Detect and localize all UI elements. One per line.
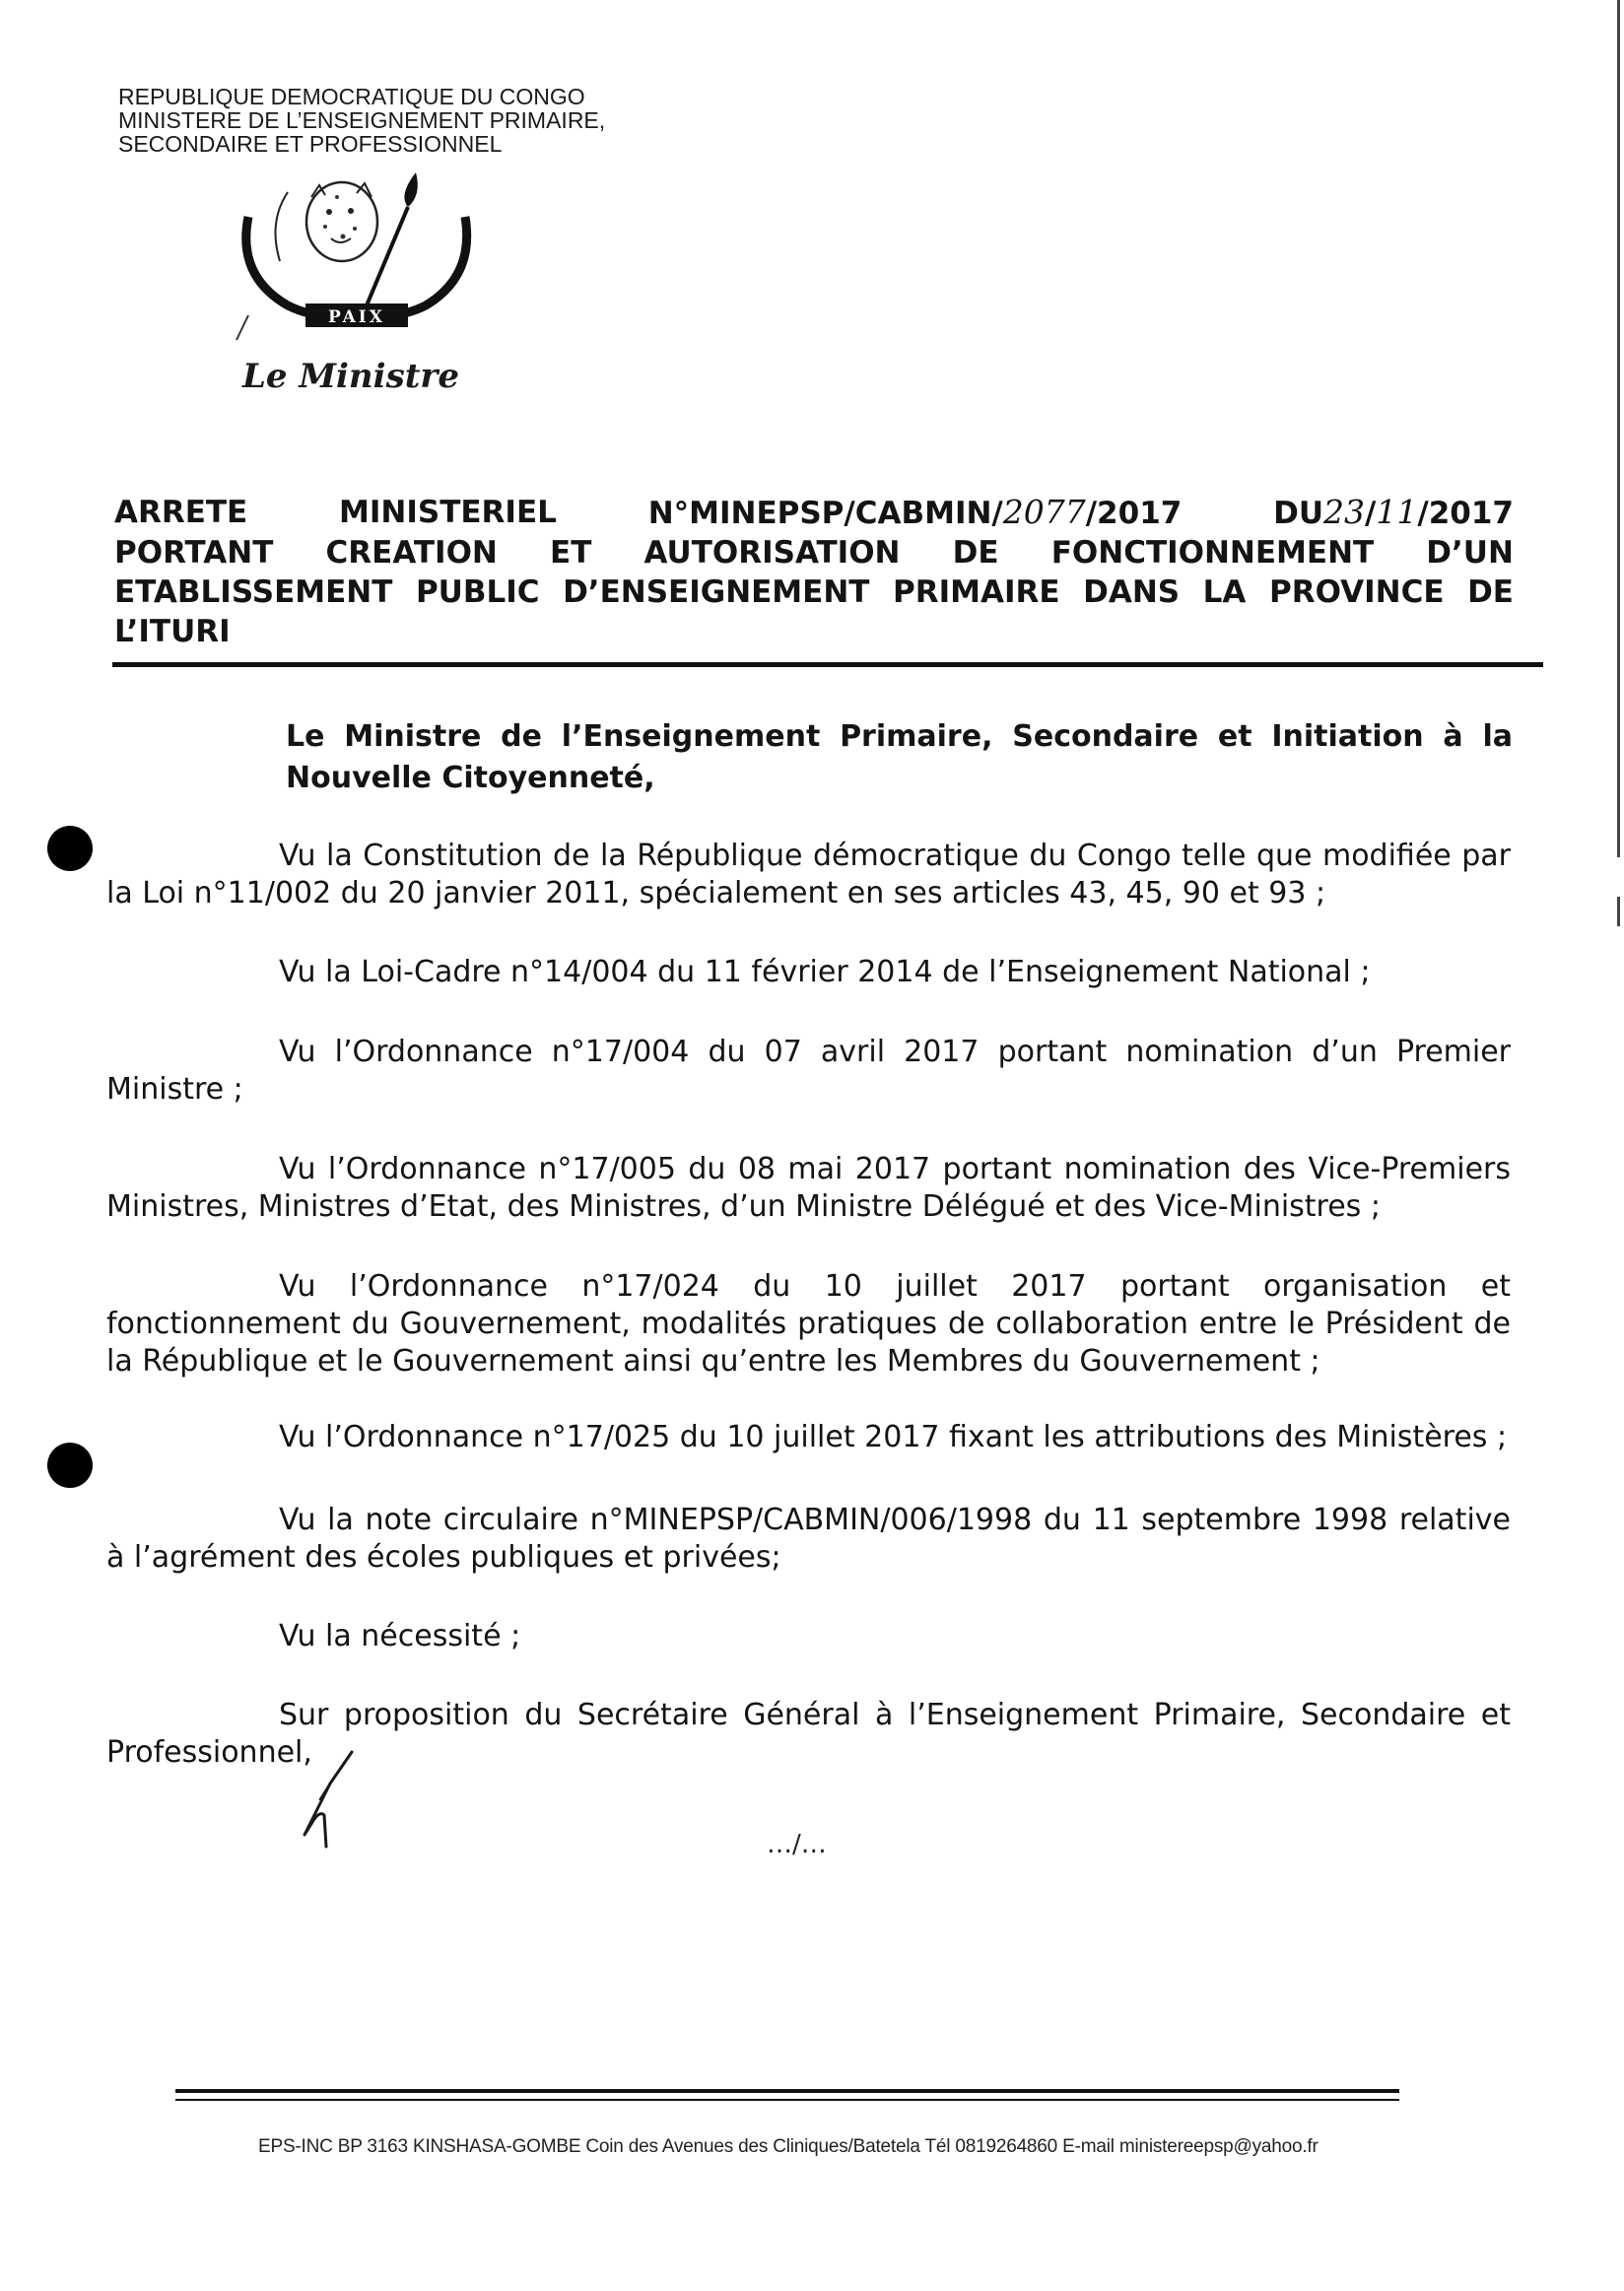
title-word: AUTORISATION — [643, 535, 901, 571]
title-line-4 — [114, 612, 1514, 651]
title-divider — [112, 662, 1543, 667]
decree-date: DU23/11/2017 — [1273, 493, 1514, 531]
footer-divider-thick — [175, 2089, 1399, 2093]
handwritten-initials — [291, 1744, 379, 1853]
consideration-ordonnance-17-025: Vu l’Ordonnance n°17/025 du 10 juillet 2017 fixant les attributions des Ministères ; — [279, 1420, 1508, 1454]
title-word: ET — [550, 535, 592, 571]
coat-of-arms-emblem — [229, 168, 495, 350]
minister-signature-title: Le Ministre — [242, 357, 459, 396]
title-line-1 — [114, 493, 1514, 533]
title-word: PRIMAIRE — [893, 574, 1060, 610]
consideration-constitution: Vu la Constitution de la République démocratique du Congo telle que modifiée par la Loi n°11/002 du 20 janvier 2011, spécialement en ses articles 43, 45, 90 et 93 ; — [106, 839, 1511, 910]
title-word: D’UN — [1426, 535, 1514, 571]
consideration-proposition: Sur proposition du Secrétaire Général à l’Enseignement Primaire, Secondaire et Professionnel, — [106, 1698, 1511, 1770]
title-word: PROVINCE — [1268, 574, 1445, 610]
title-word: PORTANT — [114, 535, 274, 571]
title-word: ETABLISSEMENT — [114, 574, 393, 610]
consideration-ordonnance-17-005: Vu l’Ordonnance n°17/005 du 08 mai 2017 portant nomination des Vice-Premiers Ministres, Ministres d’Etat, des Ministres, d’un Ministre Délégué et des Vice-Ministres ; — [106, 1152, 1511, 1224]
consideration-ordonnance-17-004: Vu l’Ordonnance n°17/004 du 07 avril 2017 portant nomination d’un Premier Ministre ; — [106, 1035, 1511, 1107]
title-word: CREATION — [325, 535, 498, 571]
minister-intro: Le Ministre de l’Enseignement Primaire, Secondaire et Initiation à la Nouvelle Citoyenneté, — [286, 719, 1513, 795]
emblem-motto: PAIX — [328, 307, 385, 327]
title-word: D’ENSEIGNEMENT — [563, 574, 870, 610]
title-word: PUBLIC — [415, 574, 540, 610]
title-word: MINISTERIEL — [339, 495, 557, 530]
letterhead-ministry-line1: MINISTERE DE L’ENSEIGNEMENT PRIMAIRE, — [118, 107, 606, 133]
scan-edge-mark — [1617, 0, 1620, 857]
decree-number: N°MINEPSP/CABMIN/2077/2017 — [647, 493, 1183, 531]
letterhead-country: REPUBLIQUE DEMOCRATIQUE DU CONGO — [118, 84, 585, 109]
title-word: DE — [952, 535, 999, 571]
consideration-loi-cadre: Vu la Loi-Cadre n°14/004 du 11 février 2014 de l’Enseignement National ; — [279, 955, 1371, 989]
footer-divider-thin — [175, 2099, 1399, 2101]
title-word: DE — [1467, 574, 1514, 610]
title-word: L’ITURI — [114, 614, 231, 649]
handwritten-day: 23 — [1323, 493, 1366, 531]
title-line-3 — [114, 573, 1514, 612]
decree-title — [114, 493, 1514, 651]
consideration-ordonnance-17-024: Vu l’Ordonnance n°17/024 du 10 juillet 2017 portant organisation et fonctionnement du Gouvernement, modalités pratiques de collaboration entre le Président de la République et le Gouvernement ainsi qu’entre les Membres du Gouvernement ; — [106, 1269, 1511, 1379]
handwritten-decree-number: 2077 — [1002, 493, 1086, 531]
title-word: DANS — [1083, 574, 1181, 610]
footer-address: EPS-INC BP 3163 KINSHASA-GOMBE Coin des Avenues des Cliniques/Batetela Tél 0819264860 E-mail ministereepsp@yahoo.fr — [258, 2136, 1319, 2157]
scan-edge-mark — [1617, 897, 1620, 926]
consideration-note-circulaire: Vu la note circulaire n°MINEPSP/CABMIN/006/1998 du 11 septembre 1998 relative à l’agrément des écoles publiques et privées; — [106, 1503, 1511, 1575]
title-line-2 — [114, 533, 1514, 573]
punch-hole-top — [47, 826, 93, 871]
letterhead — [118, 85, 808, 156]
title-word: LA — [1202, 574, 1247, 610]
title-word: FONCTIONNEMENT — [1050, 535, 1375, 571]
punch-hole-bottom — [47, 1443, 93, 1488]
title-word: ARRETE — [114, 495, 248, 530]
handwritten-month: 11 — [1376, 493, 1418, 531]
page-continued-marker: …/… — [767, 1830, 827, 1859]
consideration-necessite: Vu la nécessité ; — [279, 1619, 521, 1653]
letterhead-ministry-line2: SECONDAIRE ET PROFESSIONNEL — [118, 131, 503, 157]
